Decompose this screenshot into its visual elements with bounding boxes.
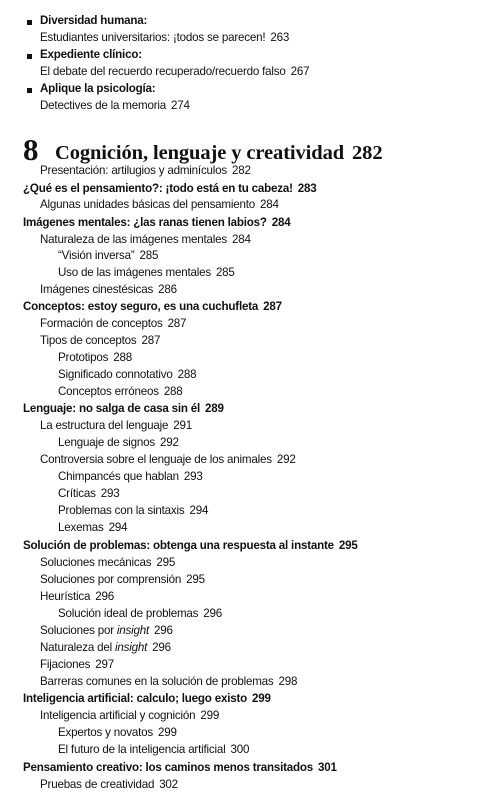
- toc-section-entry: [23, 299, 282, 314]
- page-number: 274: [171, 99, 190, 112]
- entry-title: Uso de las imágenes mentales: [58, 266, 211, 279]
- section-heading: Diversidad humana:: [40, 14, 148, 27]
- toc-section-entry: [23, 760, 337, 775]
- toc-entry: [40, 777, 178, 792]
- toc-entry: [40, 589, 114, 604]
- entry-title: Formación de conceptos: [40, 317, 163, 330]
- toc-section-entry: [23, 538, 358, 553]
- toc-entry: [40, 418, 192, 433]
- toc-subentry: [58, 725, 177, 740]
- page-number: 284: [231, 233, 251, 246]
- entry-title: Soluciones por insight: [40, 624, 150, 637]
- toc-entry: [40, 640, 171, 655]
- page-number: 285: [139, 249, 159, 262]
- page-number: 284: [271, 216, 291, 229]
- entry-title: Estudiantes universitarios: ¡todos se parecen!: [40, 31, 266, 44]
- toc-entry: [40, 282, 177, 297]
- page-number: 299: [158, 726, 177, 739]
- page-number: 299: [200, 709, 220, 722]
- entry-title: Lenguaje de signos: [58, 436, 155, 449]
- page-number: 296: [154, 624, 173, 637]
- bullet-icon: [27, 54, 32, 59]
- entry-title: Solución ideal de problemas: [58, 607, 199, 620]
- entry-title: Inteligencia artificial: calculo; luego existo: [23, 692, 248, 705]
- entry-title: Presentación: artilugios y adminículos: [40, 164, 228, 177]
- page-number: 286: [158, 283, 177, 296]
- entry-title: Conceptos erróneos: [58, 385, 159, 398]
- entry-title: Solución de problemas: obtenga una respuesta al instante: [23, 539, 334, 552]
- toc-section-entry: [23, 401, 224, 416]
- toc-section-entry: [23, 691, 271, 706]
- page-number: 294: [189, 504, 209, 517]
- page-number: 296: [95, 590, 114, 603]
- page-number: 296: [152, 641, 171, 654]
- entry-title: Significado connotativo: [58, 368, 173, 381]
- entry-title: Inteligencia artificial y cognición: [40, 709, 196, 722]
- page-number: 282: [232, 164, 251, 177]
- page-number: 287: [167, 317, 187, 330]
- entry-title: Naturaleza del insight: [40, 641, 148, 654]
- toc-section-entry: [23, 181, 317, 196]
- entry-title: El futuro de la inteligencia artificial: [58, 743, 226, 756]
- entry-title: Conceptos: estoy seguro, es una cuchufleta: [23, 300, 259, 313]
- page-number: 288: [163, 385, 183, 398]
- chapter-title-text: Cognición, lenguaje y creatividad: [55, 142, 345, 164]
- toc-subentry: [58, 435, 179, 450]
- page-number: 289: [205, 402, 224, 415]
- page-number: 300: [230, 743, 250, 756]
- entry-title: Heurística: [40, 590, 91, 603]
- page-number: 292: [276, 453, 296, 466]
- entry-title: Chimpancés que hablan: [58, 470, 179, 483]
- toc-entry: [40, 555, 175, 570]
- toc-subentry: [58, 486, 119, 501]
- entry-title: Imágenes mentales: ¿las ranas tienen labios?: [23, 216, 267, 229]
- toc-entry: [40, 674, 297, 689]
- entry-title: Soluciones por comprensión: [40, 573, 182, 586]
- bullet-icon: [27, 88, 32, 93]
- entry-title: Pensamiento creativo: los caminos menos transitados: [23, 761, 314, 774]
- page-number: 295: [156, 556, 176, 569]
- entry-title: Controversia sobre el lenguaje de los animales: [40, 453, 272, 466]
- toc-entry: [40, 163, 251, 178]
- section-heading: Expediente clínico:: [40, 48, 142, 61]
- page-number: 295: [186, 573, 205, 586]
- entry-title: Pruebas de creatividad: [40, 778, 155, 791]
- bullet-icon: [27, 20, 32, 25]
- page-number: 287: [141, 334, 161, 347]
- page-number: 296: [203, 607, 223, 620]
- page-number: 263: [270, 31, 290, 44]
- entry-title: Barreras comunes en la solución de problemas: [40, 675, 274, 688]
- entry-title: Críticas: [58, 487, 96, 500]
- page-number: 299: [252, 692, 271, 705]
- chapter-number: 8: [23, 132, 39, 167]
- entry-title: ¿Qué es el pensamiento?: ¡todo está en tu cabeza!: [23, 182, 293, 195]
- page-number: 302: [159, 778, 178, 791]
- page-number: 294: [108, 521, 128, 534]
- toc-entry: [40, 657, 114, 672]
- toc-subentry: [58, 265, 235, 280]
- page-number: 297: [95, 658, 114, 671]
- toc-subentry: [58, 248, 158, 263]
- toc-entry: [40, 452, 296, 467]
- toc-subentry: [58, 606, 222, 621]
- entry-title: Problemas con la sintaxis: [58, 504, 185, 517]
- entry-title: Detectives de la memoria: [40, 99, 167, 112]
- toc-subentry: [58, 384, 183, 399]
- toc-entry: [40, 316, 186, 331]
- page-number: 293: [183, 470, 203, 483]
- entry-title: Soluciones mecánicas: [40, 556, 152, 569]
- toc-entry: [40, 232, 251, 247]
- chapter-page-number: 282: [352, 142, 383, 164]
- toc-subentry: [58, 520, 127, 535]
- entry-title: Prototipos: [58, 351, 109, 364]
- entry-title: Naturaleza de las imágenes mentales: [40, 233, 227, 246]
- toc-subentry: [58, 742, 249, 757]
- toc-entry: [40, 30, 289, 45]
- page-number: 284: [260, 198, 279, 211]
- page-number: 292: [159, 436, 179, 449]
- toc-section-entry: [23, 215, 291, 230]
- page-number: 283: [297, 182, 317, 195]
- page-number: 285: [215, 266, 235, 279]
- entry-title: Fijaciones: [40, 658, 91, 671]
- page-number: 288: [177, 368, 197, 381]
- chapter-title: [55, 141, 382, 165]
- entry-title: Lenguaje: no salga de casa sin él: [23, 402, 201, 415]
- toc-subentry: [58, 469, 203, 484]
- toc-entry: [40, 197, 279, 212]
- entry-title: Expertos y novatos: [58, 726, 153, 739]
- entry-title: Tipos de conceptos: [40, 334, 137, 347]
- toc-subentry: [58, 350, 132, 365]
- entry-title: Lexemas: [58, 521, 104, 534]
- entry-title: Imágenes cinestésicas: [40, 283, 154, 296]
- toc-entry: [40, 98, 190, 113]
- toc-entry: [40, 623, 173, 638]
- entry-title: Algunas unidades básicas del pensamiento: [40, 198, 256, 211]
- page-number: 288: [113, 351, 132, 364]
- entry-title: La estructura del lenguaje: [40, 419, 169, 432]
- section-heading: Aplique la psicología:: [40, 82, 156, 95]
- toc-subentry: [58, 367, 196, 382]
- toc-entry: [40, 64, 309, 79]
- toc-entry: [40, 333, 160, 348]
- entry-title: El debate del recuerdo recuperado/recuerdo falso: [40, 65, 286, 78]
- page-number: 295: [338, 539, 358, 552]
- page-number: 287: [263, 300, 282, 313]
- toc-entry: [40, 708, 219, 723]
- page-number: 267: [290, 65, 310, 78]
- page-number: 293: [100, 487, 120, 500]
- page-number: 291: [173, 419, 192, 432]
- page-number: 298: [278, 675, 298, 688]
- toc-subentry: [58, 503, 208, 518]
- toc-entry: [40, 572, 205, 587]
- page-number: 301: [318, 761, 337, 774]
- entry-title: “Visión inversa”: [58, 249, 135, 262]
